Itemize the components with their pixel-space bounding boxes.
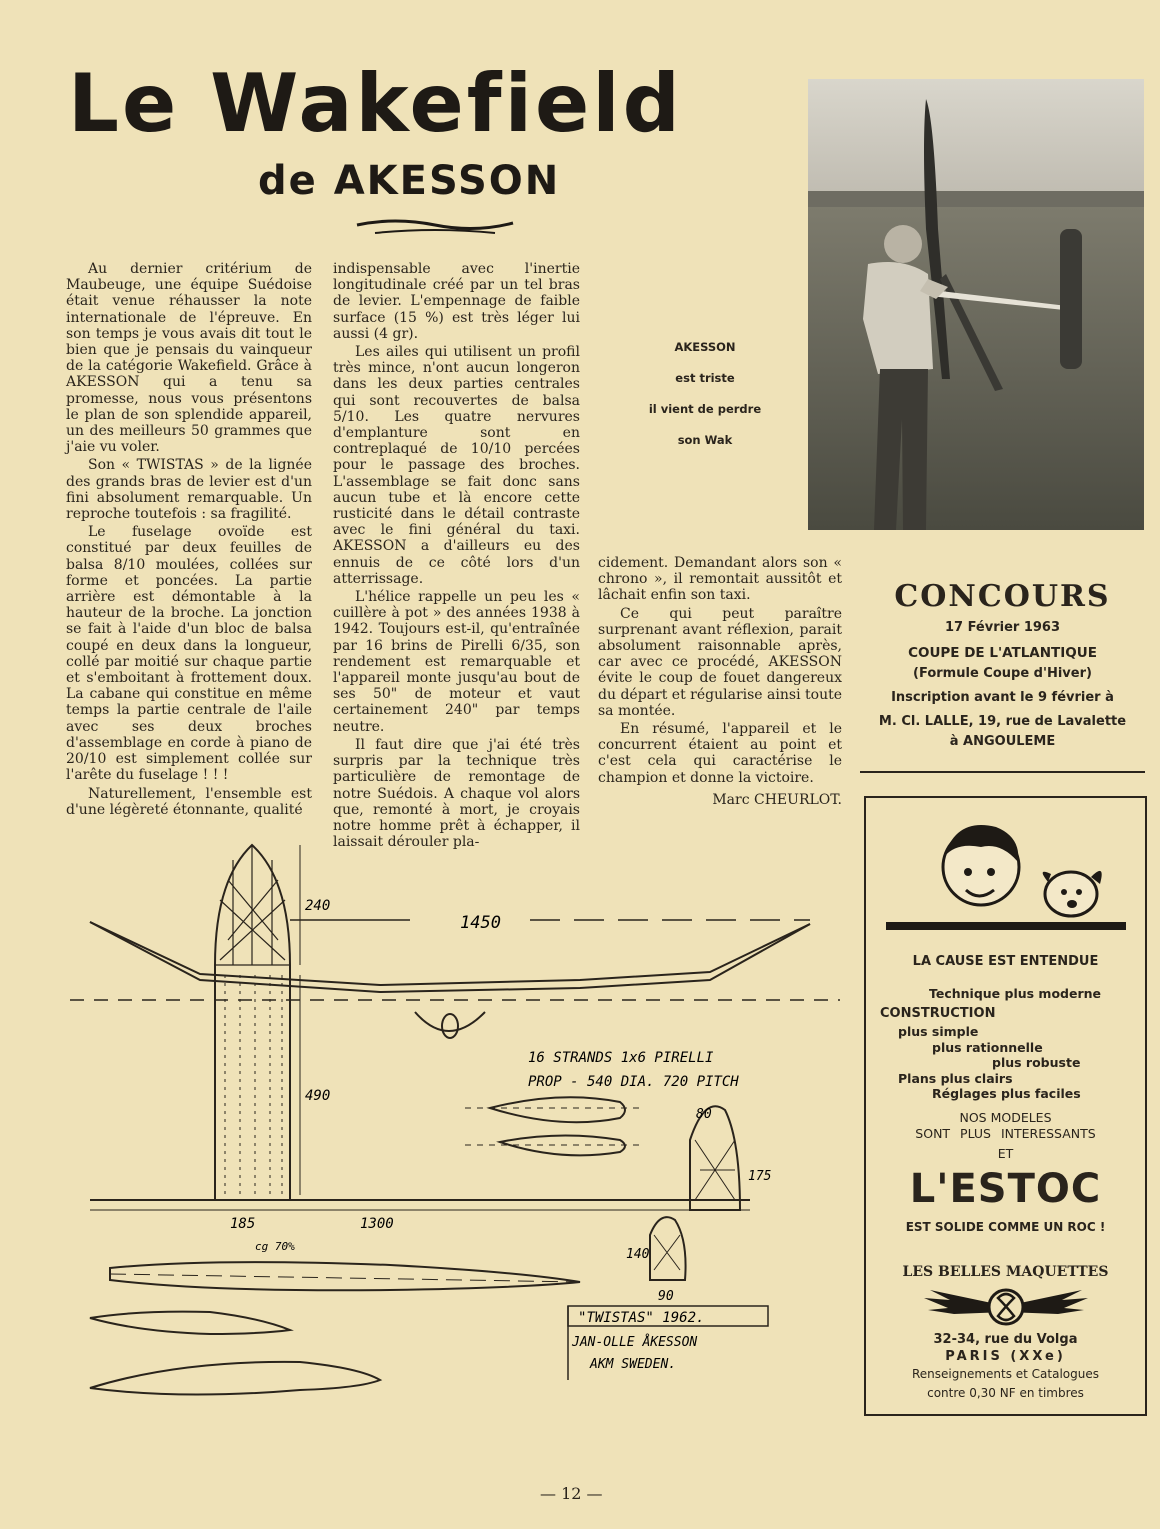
page-number: — 12 — bbox=[540, 1484, 603, 1503]
ad-slogan: EST SOLIDE COMME UN ROC ! bbox=[905, 1220, 1106, 1234]
estoc-advertisement bbox=[864, 796, 1147, 1416]
concours-address: M. Cl. LALLE, 19, rue de Lavalette bbox=[878, 714, 1127, 729]
concours-announcement bbox=[860, 555, 1145, 773]
ad-line: plus rationnelle bbox=[932, 1040, 1043, 1055]
ad-line: Plans plus clairs bbox=[898, 1071, 1013, 1086]
paragraph: En résumé, l'appareil et le concurrent étaient au point et c'est cela qui caractérise le champion et donne la victoire. bbox=[598, 721, 842, 786]
paragraph: Au dernier critérium de Maubeuge, une équipe Suédoise était venue réhausser la note internationale de l'épreuve. En son temps je vous avais dit tout le bien que je pensais du vainqueur de la catégorie Wakefield. Grâce à AKESSON qui a tenu sa promesse, nous vous présentons le plan de son splendide appareil, un des meilleurs 50 grammes que j'aie vu voler. bbox=[66, 261, 312, 456]
author-signature: Marc CHEURLOT. bbox=[712, 791, 842, 808]
paragraph: Il faut dire que j'ai été très surpris par la technique très particulière de remontage de notre Suédois. A chaque vol alors que, remonté à mort, je croyais notre homme prêt à échapper, il laissait dérouler pla- bbox=[333, 736, 580, 851]
ad-line: Technique plus moderne bbox=[928, 986, 1101, 1001]
ad-line: CONSTRUCTION bbox=[880, 1006, 996, 1021]
article-title: Le Wakefield bbox=[68, 57, 683, 150]
motor-spec: 16 STRANDS 1x6 PIRELLI bbox=[528, 1050, 714, 1066]
dim-240: 240 bbox=[305, 898, 331, 914]
ad-address: 32-34, rue du Volga bbox=[933, 1332, 1078, 1347]
caption-line: est triste bbox=[675, 371, 735, 385]
paragraph: indispensable avec l'inertie longitudinale créé par un tel bras de levier. L'empennage de faible surface (15 %) est très léger lui aussi (4 gr). bbox=[333, 261, 580, 342]
ad-line: plus robuste bbox=[992, 1055, 1081, 1070]
concours-title: CONCOURS bbox=[894, 579, 1111, 614]
concours-formula: (Formule Coupe d'Hiver) bbox=[913, 666, 1092, 681]
paragraph: Son « TWISTAS » de la lignée des grands bras de levier est d'un fini absolument remarquable. Un reproche toutefois : sa fragilité. bbox=[66, 457, 312, 523]
designer-country: AKM SWEDEN. bbox=[590, 1357, 677, 1372]
akesson-photo bbox=[808, 79, 1144, 530]
ad-address: PARIS (XXe) bbox=[945, 1349, 1066, 1364]
ad-line: NOS MODELES bbox=[959, 1110, 1052, 1125]
cg-label: cg 70% bbox=[255, 1240, 295, 1253]
dim-span: 1450 bbox=[460, 913, 501, 933]
ad-line: SONT PLUS INTERESSANTS bbox=[915, 1126, 1096, 1141]
paragraph: Les ailes qui utilisent un profil très mince, n'ont aucun longeron dans les deux parties centrales qui sont recouvertes de balsa 5/10. Les quatre nervures d'emplanture sont en contreplaqué de 10/10 percées pour le passage des broches. L'assemblage se fait donc sans aucun tube et là encore cette rusticité dans le détail contraste avec le fini général du taxi. AKESSON a d'ailleurs eu des ennuis de ce côté lors d'un atterrissage. bbox=[333, 344, 580, 587]
paragraph: cidement. Demandant alors son « chrono », il remontait aussitôt et lâchait enfin son taxi. bbox=[598, 555, 842, 604]
dim-1300: 1300 bbox=[360, 1216, 394, 1232]
ad-address: contre 0,30 NF en timbres bbox=[927, 1386, 1084, 1400]
concours-event: COUPE DE L'ATLANTIQUE bbox=[908, 645, 1097, 661]
photo-caption bbox=[620, 340, 790, 464]
concours-inscription: Inscription avant le 9 février à bbox=[891, 690, 1114, 705]
dim-90: 90 bbox=[658, 1289, 674, 1304]
paragraph: Ce qui peut paraître surprenant avant réflexion, parait absolument raisonnable après, car avec ce procédé, AKESSON évite le coup de fouet dangereux du départ et régularise ainsi toute sa montée. bbox=[598, 605, 842, 719]
ad-line: plus simple bbox=[898, 1024, 979, 1039]
twistas-plan-drawing bbox=[60, 840, 840, 1430]
article-column-3 bbox=[598, 555, 842, 825]
paragraph: Le fuselage ovoïde est constitué par deux feuilles de balsa 8/10 moulées, collées sur forme et poncées. La partie arrière est démontable à la hauteur de la broche. La jonction se fait à l'aide d'un bloc de balsa coupé en deux dans la longueur, collé par moitié sur chaque partie et s'emboitant à frottement doux. La cabane qui constitue en même temps la partie centrale de l'aile avec ses deux broches d'assemblage en corde à piano de 20/10 est simplement collée sur l'arête du fuselage ! ! ! bbox=[66, 524, 312, 784]
dim-175: 175 bbox=[748, 1169, 772, 1184]
article-subtitle: de AKESSON bbox=[258, 158, 561, 204]
ad-company: LES BELLES MAQUETTES bbox=[902, 1264, 1109, 1280]
concours-city: à ANGOULEME bbox=[949, 734, 1056, 749]
caption-line: AKESSON bbox=[674, 340, 736, 354]
prop-spec: PROP - 540 DIA. 720 PITCH bbox=[528, 1074, 739, 1090]
ad-headline: LA CAUSE EST ENTENDUE bbox=[912, 954, 1099, 969]
dim-185: 185 bbox=[230, 1216, 256, 1232]
ad-brand: L'ESTOC bbox=[909, 1166, 1102, 1212]
designer-name: JAN-OLLE ÅKESSON bbox=[572, 1335, 698, 1350]
dim-490: 490 bbox=[305, 1088, 331, 1104]
model-name: "TWISTAS" 1962. bbox=[578, 1310, 705, 1326]
title-flourish bbox=[355, 215, 515, 239]
paragraph: Naturellement, l'ensemble est d'une légèreté étonnante, qualité bbox=[66, 785, 312, 818]
ad-address: Renseignements et Catalogues bbox=[911, 1367, 1100, 1381]
dim-80: 80 bbox=[696, 1107, 712, 1122]
article-column-2 bbox=[333, 261, 580, 851]
boy-and-dog-illustration bbox=[886, 812, 1126, 940]
dim-140: 140 bbox=[626, 1247, 650, 1262]
concours-date: 17 Février 1963 bbox=[944, 620, 1061, 635]
article-column-1 bbox=[66, 261, 312, 821]
ad-line: Réglages plus faciles bbox=[932, 1086, 1081, 1101]
caption-line: il vient de perdre bbox=[648, 402, 762, 416]
ad-line: ET bbox=[997, 1146, 1014, 1161]
photo-illustration bbox=[808, 79, 1144, 530]
caption-line: son Wak bbox=[677, 433, 733, 447]
winged-logo-icon bbox=[920, 1284, 1092, 1328]
paragraph: L'hélice rappelle un peu les « cuillère à pot » des années 1938 à 1942. Toujours est-il, qu'entraînée par 16 brins de Pirelli 6/35, son rendement est remarquable et l'appareil monte jusqu'au bout de ses 50" de moteur et vaut certainement 240" par temps neutre. bbox=[333, 589, 580, 735]
